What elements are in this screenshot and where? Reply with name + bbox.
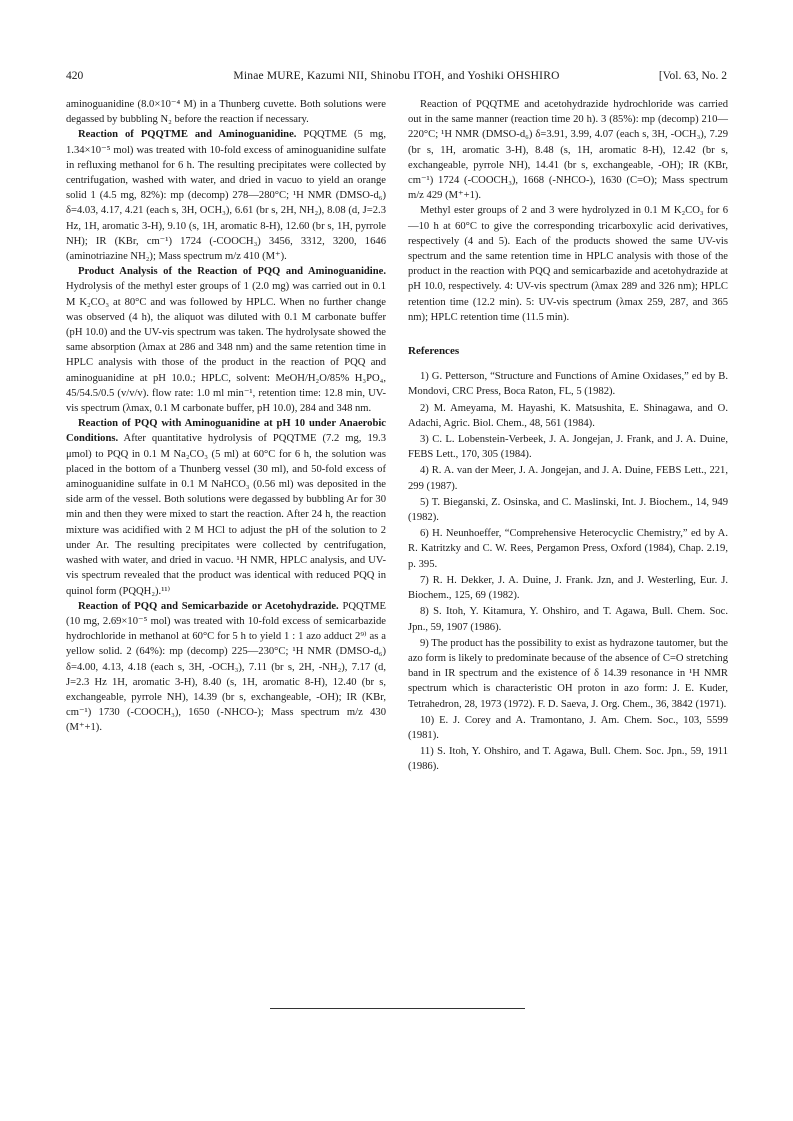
reference-item: 1) G. Petterson, “Structure and Functions of Amine Oxidases,” ed by B. Mondovi, CRC Press, Boca Raton, FL, 5 (1982).	[408, 371, 728, 398]
reference-item: 11) S. Itoh, Y. Ohshiro, and T. Agawa, Bull. Chem. Soc. Jpn., 59, 1911 (1986).	[408, 746, 728, 773]
running-header	[66, 70, 727, 86]
section-pqqtme-aminoguanidine	[66, 127, 386, 264]
reference-item: 10) E. J. Corey and A. Tramontano, J. Am. Chem. Soc., 103, 5599 (1981).	[408, 714, 728, 741]
reference-item: 4) R. A. van der Meer, J. A. Jongejan, and J. A. Duine, FEBS Lett., 221, 299 (1987).	[408, 465, 728, 492]
page-number: 420	[66, 70, 84, 82]
end-rule	[270, 1008, 525, 1009]
section-product-analysis	[66, 264, 386, 416]
section-heading: Product Analysis of the Reaction of PQQ and Aminoguanidine.	[78, 266, 386, 278]
section-body: Hydrolysis of the methyl ester groups of 1 (2.0 mg) was carried out in 0.1 M K₂CO₃ at 80°C and was followed by HPLC. When no further change was observed (4 h), the aliquot was diluted with 0.1 M carbonate buffer (pH 10.0) and the UV-vis spectrum was taken. The hydrolysate showed the same absorption (λmax at 286 and 348 nm) and the same retention time in HPLC analysis with those of the product in the reaction of PQQ and aminoguanidine at pH 10.0.; HPLC, solvent: MeOH/H₂O/85% H₃PO₄, 45/54.5/0.5 (v/v/v). flow rate: 1.0 ml min⁻¹, retention time: 12.8 min, UV-vis spectrum (λmax, 0.1 M carbonate buffer, pH 10.0), 284 and 348 nm.	[66, 281, 386, 415]
reference-item: 9) The product has the possibility to exist as hydrazone tautomer, but the azo form is likely to predominate because of the absence of C=O stretching band in IR spectrum and the existence of δ 14.39 resonance in ¹H NMR spectrum which is characteristic OH proton in azo form: J. E. Kuder, Tetrahedron, 28, 1973 (1972). F. D. Saeva, J. Org. Chem., 36, 3842 (1971).	[408, 637, 729, 710]
paragraph-hydrolysis: Methyl ester groups of 2 and 3 were hydrolyzed in 0.1 M K₂CO₃ for 6—10 h at 60°C to give the corresponding tricarboxylic acid derivatives, respectively (4 and 5). Each of the products showed the same UV-vis spectrum and the same retention time in HPLC analysis with those of the product in the reaction with PQQ and semicarbazide and acetohydrazide at pH 10.0, respectively. 4: UV-vis spectrum (λmax 289 and 326 nm); HPLC retention time (12.2 min). 5: UV-vis spectrum (λmax 259, 287, and 365 nm); HPLC retention time (11.5 min).	[408, 205, 728, 323]
left-column	[66, 97, 386, 736]
section-heading: Reaction of PQQTME and Aminoguanidine.	[78, 129, 297, 141]
reference-item: 2) M. Ameyama, M. Hayashi, K. Matsushita, E. Shinagawa, and O. Adachi, Agric. Biol. Chem., 48, 561 (1984).	[408, 402, 728, 429]
reference-item: 7) R. H. Dekker, J. A. Duine, J. Frank. Jzn, and J. Westerling, Eur. J. Biochem., 125, 69 (1982).	[408, 574, 728, 602]
reference-item: 8) S. Itoh, Y. Kitamura, Y. Ohshiro, and T. Agawa, Bull. Chem. Soc. Jpn., 59, 1907 (1986).	[408, 606, 728, 633]
section-semicarbazide	[66, 599, 386, 736]
journal-volume: [Vol. 63, No. 2	[658, 70, 727, 82]
section-heading: Reaction of PQQ and Semicarbazide or Acetohydrazide.	[78, 600, 339, 612]
paragraph-continuation: aminoguanidine (8.0×10⁻⁴ M) in a Thunberg cuvette. Both solutions were degassed by bubbling N₂ before the reaction if necessary.	[66, 99, 386, 126]
section-body: PQQTME (5 mg, 1.34×10⁻⁵ mol) was treated with 10-fold excess of aminoguanidine sulfate in refluxing methanol for 6 h. The resulting precipitates were collected by centrifugation, washed with water, and dried in vacuo to yield an orange solid 1 (4.5 mg, 82%): mp (decomp) 278—280°C; ¹H NMR (DMSO-d₆) δ=4.03, 4.17, 4.21 (each s, 3H, OCH₃), 6.61 (br s, 2H, NH₂), 8.08 (d, J=2.3 Hz, 1H, aromatic 3-H), 9.10 (s, 1H, aromatic 8-H), 12.60 (br s, 1H, pyrrole NH); IR (KBr, cm⁻¹) 1724 (-COOCH₃) 3456, 3312, 3200, 1646 (aminotriazine NH₂); Mass spectrum m/z 410 (M⁺).	[66, 129, 386, 263]
paragraph-acetohydrazide: Reaction of PQQTME and acetohydrazide hydrochloride was carried out in the same manner (reaction time 20 h). 3 (85%): mp (decomp) 210—220°C; ¹H NMR (DMSO-d₆) δ=3.91, 3.99, 4.07 (each s, 3H, -OCH₃), 7.29 (br s, 1H, aromatic 3-H), 8.48 (s, 1H, aromatic 8-H), 12.42 (br s, exchangeable, pyrrole NH), 14.41 (br s, exchangeable, -OH); IR (KBr, cm⁻¹) 1724 (-COOCH₃), 1668 (-NHCO-), 1630 (C=O); Mass spectrum m/z 429 (M⁺+1).	[408, 99, 728, 202]
section-body: After quantitative hydrolysis of PQQTME (7.2 mg, 19.3 μmol) to PQQ in 0.1 M Na₂CO₃ (5 ml) at 60°C for 6 h, the solution was placed in the bottom of a Thunberg vessel (30 ml), and 50-fold excess of aminoguanidine sulfate in 0.1 M NaHCO₃ (0.56 ml) was deposited in the side arm of the vessel. Both solutions were degassed by bubbling Ar for 30 min and then they were mixed to start the reaction. After 24 h, the reaction mixture was acidified with 2 M HCl to adjust the pH of the solution to 2 under Ar. The resulting precipitates were collected by centrifugation, washed with water, and dried in vacuo. ¹H NMR, HPLC analysis, and UV-vis spectrum revealed that the product was identical with reduced PQQ in quinol form (PQQH₂).¹¹⁾	[66, 433, 386, 597]
references-heading: References	[408, 345, 460, 358]
reference-item: 3) C. L. Lobenstein-Verbeek, J. A. Jongejan, J. Frank, and J. A. Duine, FEBS Lett., 170, 305 (1984).	[408, 434, 728, 461]
reference-item: 5) T. Bieganski, Z. Osinska, and C. Maslinski, Int. J. Biochem., 14, 949 (1982).	[408, 496, 728, 524]
section-body: PQQTME (10 mg, 2.69×10⁻⁵ mol) was treated with 10-fold excess of semicarbazide hydrochloride in methanol at 60°C for 5 h to yield 1 : 1 azo adduct 2⁹⁾ as a yellow solid. 2 (64%): mp (decomp) 225—230°C; ¹H NMR (DMSO-d₆) δ=4.00, 4.13, 4.18 (each s, 3H, -OCH₃), 7.11 (br s, 2H, -NH₂), 7.17 (d, J=2.3 Hz 1H, aromatic 3-H), 8.40 (s, 1H, aromatic 8-H), 12.40 (br s, exchangeable, pyrrole NH), 14.39 (br s, exchangeable, -OH); IR (KBr, cm⁻¹) 1730 (-COOCH₃), 1650 (-NHCO-); Mass spectrum m/z 430 (M⁺+1).	[66, 600, 386, 734]
reference-list	[408, 369, 728, 774]
reference-item: 6) H. Neunhoeffer, “Comprehensive Heterocyclic Chemistry,” ed by A. R. Katritzky and C. W. Rees, Pergamon Press, Oxford (1984), Chap. 2.19, p. 395.	[408, 528, 728, 570]
section-anaerobic	[66, 416, 386, 598]
section-heading: Reaction of PQQ with Aminoguanidine at pH 10 under Anaerobic Conditions.	[66, 418, 386, 445]
running-authors: Minae MURE, Kazumi NII, Shinobu ITOH, and Yoshiki OHSHIRO	[233, 70, 560, 82]
right-column	[408, 97, 728, 775]
